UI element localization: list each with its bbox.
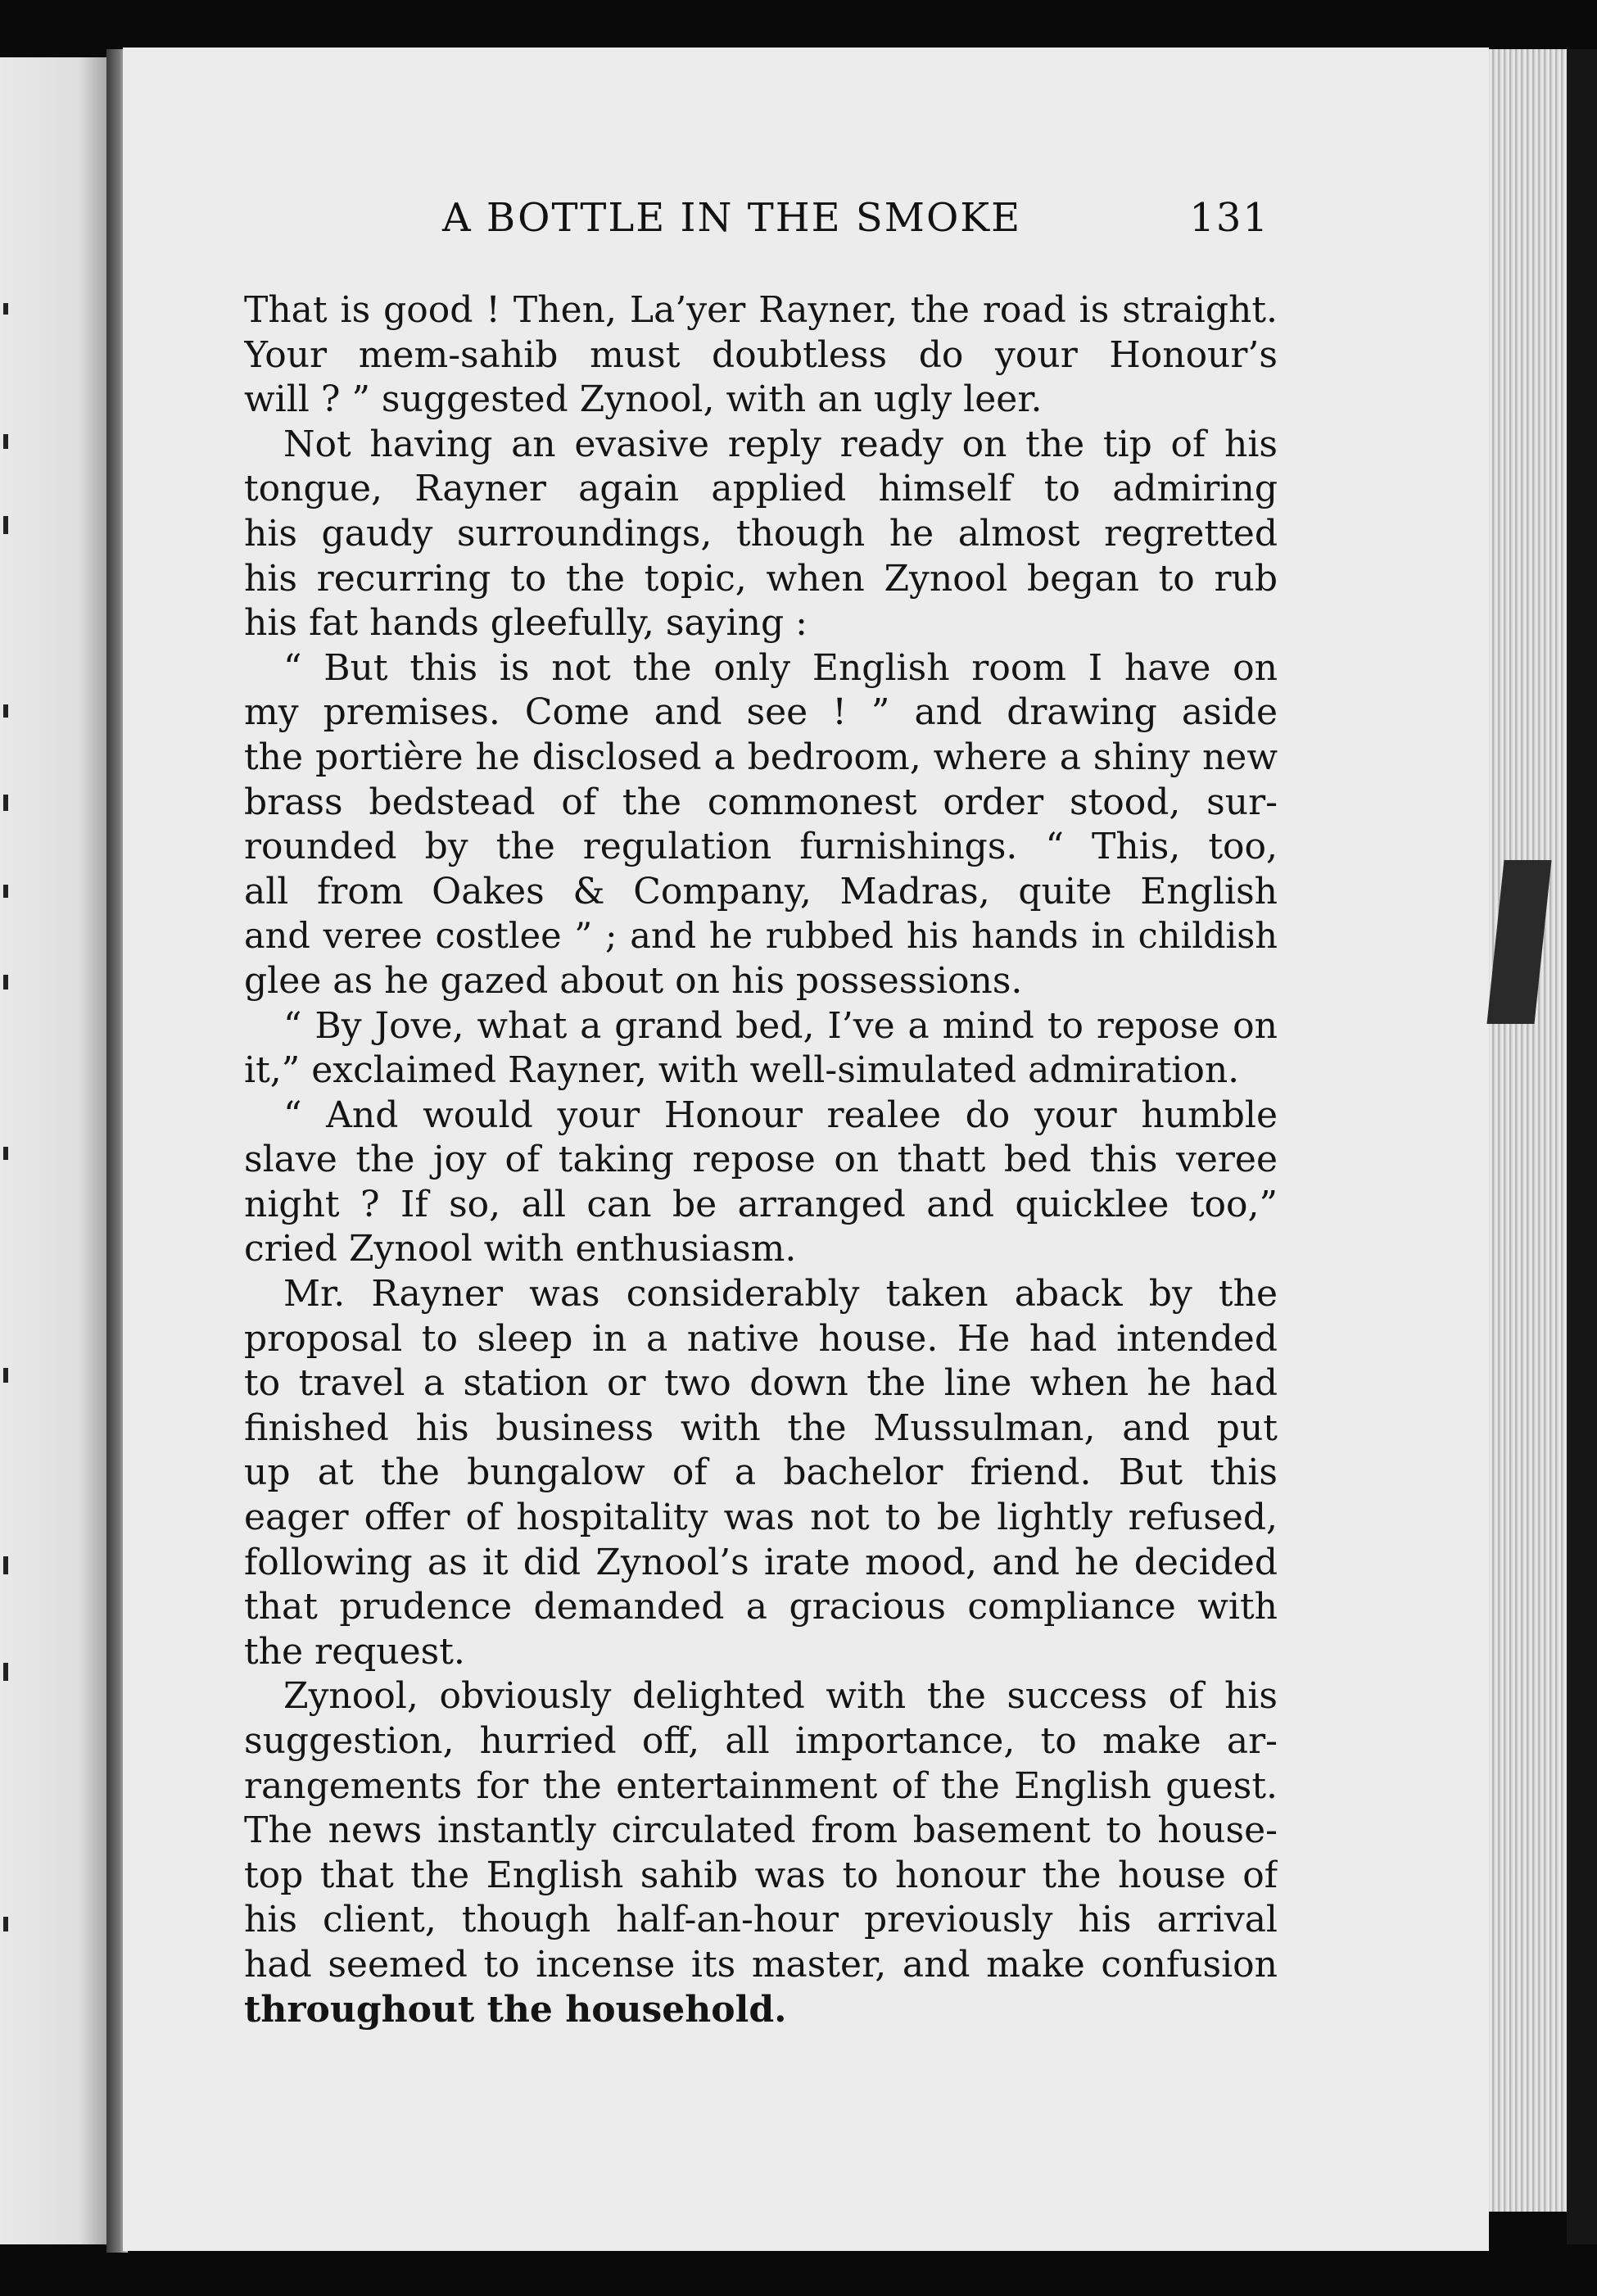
text-line: finished his business with the Mussulman, and put [244, 1406, 1278, 1449]
text-line: following as it did Zynool’s irate mood, and he decided [244, 1541, 1278, 1583]
text-line: will ? ” suggested Zynool, with an ugly leer. [244, 378, 1043, 421]
text-line: proposal to sleep in a native house. He had intended [244, 1317, 1278, 1360]
facing-page-edge [0, 57, 113, 2244]
text-line: the portière he disclosed a bedroom, where a shiny new [244, 736, 1278, 778]
text-line: The news instantly circulated from basement to house- [244, 1809, 1278, 1852]
text-line: Not having an evasive reply ready on the tip of his [283, 423, 1278, 465]
text-line: cried Zynool with enthusiasm. [244, 1228, 797, 1270]
text-line: Your mem-sahib must doubtless do your Honour’s [244, 333, 1278, 376]
text-line: up at the bungalow of a bachelor friend. But this [244, 1451, 1278, 1494]
text-line: tongue, Rayner again applied himself to admiring [244, 468, 1278, 510]
text-line: night ? If so, all can be arranged and quicklee too,” [244, 1183, 1278, 1225]
text-line: and veree costlee ” ; and he rubbed his hands in childish [244, 916, 1278, 958]
text-line: Zynool, obviously delighted with the success of his [283, 1675, 1278, 1718]
text-line: his fat hands gleefully, saying : [244, 602, 808, 645]
text-line: my premises. Come and see ! ” and drawing aside [244, 691, 1278, 734]
running-title: A BOTTLE IN THE SMOKE [442, 195, 1022, 241]
running-header [442, 195, 1269, 252]
text-line: glee as he gazed about on his possessions. [244, 959, 1023, 1002]
text-line: his recurring to the topic, when Zynool began to rub [244, 557, 1278, 600]
text-line: eager offer of hospitality was not to be lightly refused, [244, 1497, 1278, 1539]
text-line: his client, though half-an-hour previously his arrival [244, 1899, 1278, 1941]
text-line: to travel a station or two down the line when he had [244, 1362, 1278, 1405]
page-number: 131 [1189, 195, 1269, 241]
text-line: throughout the household. [244, 1988, 787, 2031]
text-line: slave the joy of taking repose on thatt bed this veree [244, 1139, 1278, 1181]
text-line: “ By Jove, what a grand bed, I’ve a mind to repose on [283, 1004, 1278, 1047]
text-line: suggestion, hurried off, all importance, to make ar- [244, 1720, 1278, 1762]
text-line: “ But this is not the only English room I have on [283, 646, 1278, 689]
text-line: Mr. Rayner was considerably taken aback by the [283, 1273, 1278, 1316]
page-edges [1489, 49, 1567, 2212]
text-line: brass bedstead of the commonest order stood, sur- [244, 781, 1278, 823]
text-line: the request. [244, 1630, 465, 1673]
text-line: rangements for the entertainment of the English guest. [244, 1764, 1278, 1807]
text-line: it,” exclaimed Rayner, with well-simulated admiration. [244, 1049, 1240, 1092]
body-text [244, 288, 1278, 2032]
text-line: all from Oakes & Company, Madras, quite English [244, 870, 1278, 913]
text-line: “ And would your Honour realee do your humble [283, 1094, 1278, 1136]
text-line: his gaudy surroundings, though he almost regretted [244, 512, 1278, 555]
background-edge [1567, 49, 1597, 2244]
text-line: had seemed to incense its master, and make confusion [244, 1943, 1278, 1986]
text-line: That is good ! Then, La’yer Rayner, the road is straight. [244, 289, 1278, 331]
text-line: that prudence demanded a gracious compliance with [244, 1586, 1278, 1628]
text-line: rounded by the regulation furnishings. “ This, too, [244, 826, 1278, 868]
text-line: top that the English sahib was to honour the house of [244, 1854, 1278, 1896]
